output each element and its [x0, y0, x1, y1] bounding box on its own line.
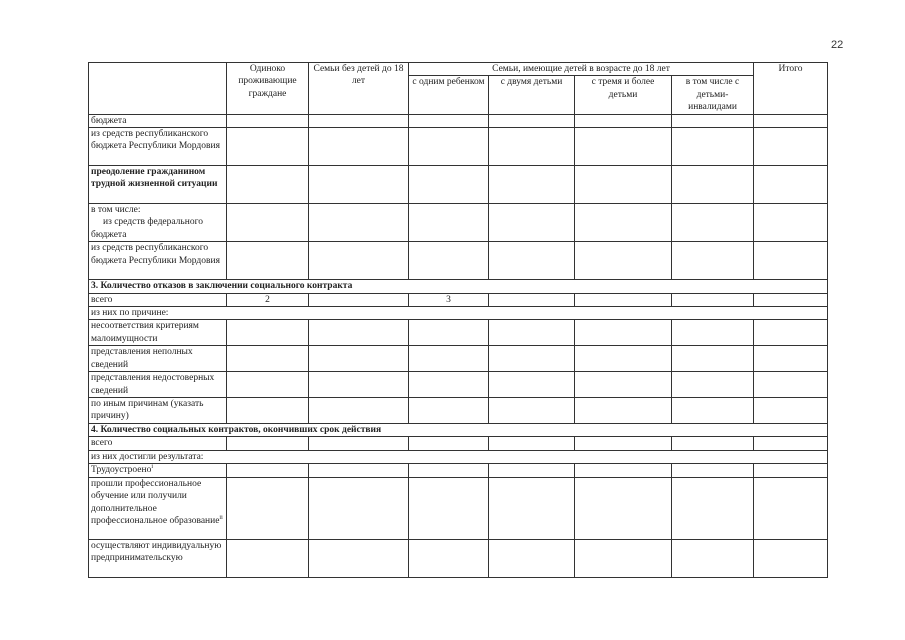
table-row — [89, 463, 828, 477]
row-label — [89, 204, 227, 242]
header-total: Итого — [754, 63, 828, 115]
row-label: из них достигли результата: — [89, 450, 828, 463]
row-label-part: из средств федерального бюджета — [91, 217, 203, 240]
row-label: всего — [89, 293, 227, 306]
header-three-plus: с тремя и более детьми — [575, 76, 672, 114]
header-single-citizens: Одиноко проживающие граждане — [227, 63, 309, 115]
row-label-part: в том числе: — [91, 205, 141, 216]
row-label: представления недостоверных сведений — [89, 372, 227, 398]
table-row — [89, 372, 828, 398]
row-label: из них по причине: — [89, 307, 828, 320]
row-label-text: Трудоустроено — [91, 464, 152, 475]
table-row — [89, 397, 828, 423]
table-row — [89, 346, 828, 372]
footnote-mark: i — [151, 463, 154, 470]
row-label: бюджета — [89, 114, 227, 127]
row-label — [89, 463, 227, 477]
table-row — [89, 114, 828, 127]
row-label: всего — [89, 437, 227, 450]
table-row — [89, 242, 828, 280]
report-table — [88, 62, 828, 578]
table-row — [89, 128, 828, 166]
row-label: по иным причинам (указать причину) — [89, 397, 227, 423]
row-label-text: прошли профессиональное обучение или получили дополнительное профессиональное образование — [91, 478, 220, 527]
cell-value: 3 — [409, 293, 489, 306]
table-row — [89, 293, 828, 306]
row-label: осуществляют индивидуальную предпринимательскую — [89, 539, 227, 577]
table-row — [89, 166, 828, 204]
header-families-with-children: Семьи, имеющие детей в возрасте до 18 лет — [409, 63, 754, 76]
row-label: представления неполных сведений — [89, 346, 227, 372]
footnote-mark: ii — [219, 515, 223, 521]
row-label: преодоление гражданином трудной жизненной ситуации — [89, 166, 227, 204]
cell-value: 2 — [227, 293, 309, 306]
row-label: из средств республиканского бюджета Республики Мордовия — [89, 128, 227, 166]
table-row — [89, 307, 828, 320]
row-label: из средств республиканского бюджета Республики Мордовия — [89, 242, 227, 280]
header-two-children: с двумя детьми — [489, 76, 575, 114]
section-title: 3. Количество отказов в заключении социального контракта — [89, 280, 828, 293]
row-label — [89, 477, 227, 539]
section-row — [89, 280, 828, 293]
section-row — [89, 423, 828, 436]
row-label: несоответствия критериям малоимущности — [89, 320, 227, 346]
header-disabled-children: в том числе с детьми-инвалидами — [672, 76, 754, 114]
header-row-1 — [89, 63, 828, 76]
page-number: 22 — [831, 39, 844, 51]
table-row — [89, 539, 828, 577]
table-row — [89, 450, 828, 463]
table-row — [89, 320, 828, 346]
section-title: 4. Количество социальных контрактов, окончивших срок действия — [89, 423, 828, 436]
table-row — [89, 437, 828, 450]
header-empty-cell — [89, 63, 227, 115]
header-one-child: с одним ребенком — [409, 76, 489, 114]
header-families-no-children: Семьи без детей до 18 лет — [309, 63, 409, 115]
table-row — [89, 204, 828, 242]
table-row — [89, 477, 828, 539]
